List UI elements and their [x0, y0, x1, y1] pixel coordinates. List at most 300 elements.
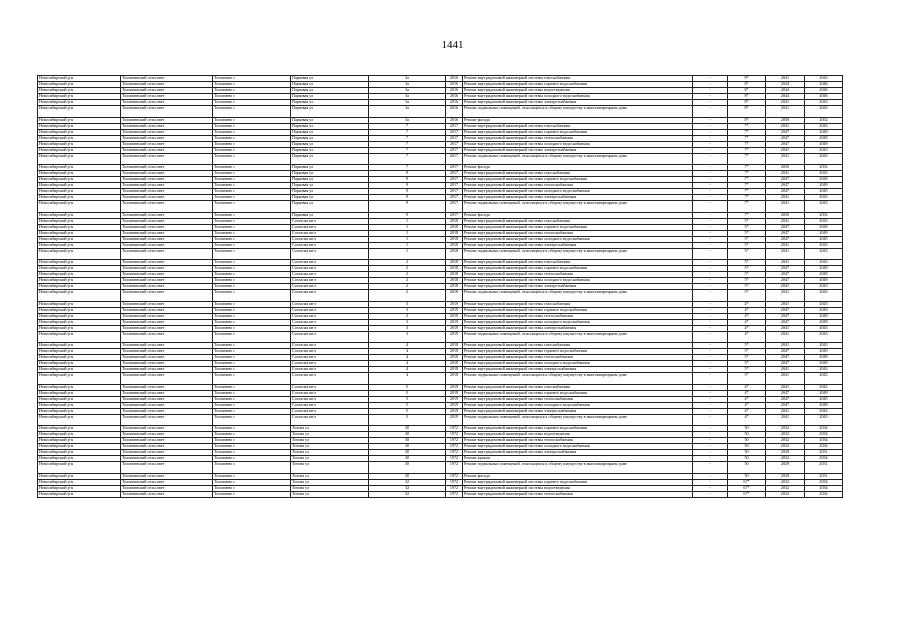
locality-cell: Толмачево с: [213, 212, 291, 218]
wear-cell: 8*: [728, 94, 766, 100]
end-year-cell: 2049: [805, 307, 843, 313]
district-cell: Новосибирский р-н: [38, 195, 121, 201]
street-cell: Согласия кв-л: [291, 402, 369, 408]
year-built-cell: 2016: [446, 100, 463, 106]
table-row: [38, 106, 843, 118]
dash-cell: -: [693, 153, 728, 165]
year-built-cell: 2016: [446, 76, 463, 82]
locality-cell: Толмачево с: [213, 485, 291, 491]
start-year-cell: 2050: [766, 165, 805, 171]
wear-cell: 4*: [728, 384, 766, 390]
work-type-cell: Ремонт подвальных помещений, относящихся к общему имуществу в многоквартирном доме: [463, 106, 693, 118]
street-cell: Согласия кв-л: [291, 408, 369, 414]
street-cell: Титова ул: [291, 462, 369, 474]
street-cell: Парковая ул: [291, 106, 369, 118]
year-built-cell: 2018: [446, 230, 463, 236]
house-cell: 4: [369, 343, 446, 349]
start-year-cell: 2041: [766, 408, 805, 414]
start-year-cell: 2041: [766, 290, 805, 302]
year-built-cell: 1972: [446, 485, 463, 491]
council-cell: Толмачевский сельсовет: [121, 402, 213, 408]
work-type-cell: Ремонт внутридомовой инженерной системы горячего водоснабжения: [463, 307, 693, 313]
start-year-cell: 2047: [766, 396, 805, 402]
end-year-cell: 2046: [805, 88, 843, 94]
year-built-cell: 2018: [446, 349, 463, 355]
district-cell: Новосибирский р-н: [38, 343, 121, 349]
district-cell: Новосибирский р-н: [38, 384, 121, 390]
locality-cell: Толмачево с: [213, 373, 291, 385]
locality-cell: Толмачево с: [213, 260, 291, 266]
dash-cell: -: [693, 76, 728, 82]
council-cell: Толмачевский сельсовет: [121, 272, 213, 278]
dash-cell: -: [693, 147, 728, 153]
dash-cell: -: [693, 313, 728, 319]
wear-cell: 7*: [728, 147, 766, 153]
house-cell: 7: [369, 147, 446, 153]
locality-cell: Толмачево с: [213, 450, 291, 456]
district-cell: Новосибирский р-н: [38, 212, 121, 218]
council-cell: Толмачевский сельсовет: [121, 343, 213, 349]
year-built-cell: 1972: [446, 462, 463, 474]
work-type-cell: Ремонт подвальных помещений, относящихся к общему имуществу в многоквартирном доме: [463, 248, 693, 260]
work-type-cell: Ремонт внутридомовой инженерной системы холодного водоснабжения: [463, 444, 693, 450]
year-built-cell: 2018: [446, 373, 463, 385]
start-year-cell: 2041: [766, 331, 805, 343]
street-cell: Парковая ул: [291, 147, 369, 153]
work-type-cell: Ремонт внутридомовой инженерной системы холодного водоснабжения: [463, 94, 693, 100]
dash-cell: -: [693, 201, 728, 213]
end-year-cell: 2049: [805, 266, 843, 272]
year-built-cell: 2018: [446, 284, 463, 290]
start-year-cell: 2047: [766, 183, 805, 189]
house-cell: 3а: [369, 117, 446, 123]
work-type-cell: Ремонт внутридомовой инженерной системы горячего водоснабжения: [463, 349, 693, 355]
work-type-cell: Ремонт внутридомовой инженерной системы газоснабжения: [463, 76, 693, 82]
locality-cell: Толмачево с: [213, 396, 291, 402]
end-year-cell: 2049: [805, 396, 843, 402]
year-built-cell: 1972: [446, 450, 463, 456]
locality-cell: Толмачево с: [213, 106, 291, 118]
locality-cell: Толмачево с: [213, 201, 291, 213]
council-cell: Толмачевский сельсовет: [121, 367, 213, 373]
work-type-cell: Ремонт внутридомовой инженерной системы электроснабжения: [463, 284, 693, 290]
wear-cell: 4*: [728, 325, 766, 331]
dash-cell: -: [693, 284, 728, 290]
house-cell: 9: [369, 195, 446, 201]
street-cell: Титова ул: [291, 479, 369, 485]
year-built-cell: 2019: [446, 402, 463, 408]
council-cell: Толмачевский сельсовет: [121, 266, 213, 272]
locality-cell: Толмачево с: [213, 307, 291, 313]
year-built-cell: 2018: [446, 218, 463, 224]
district-cell: Новосибирский р-н: [38, 183, 121, 189]
district-cell: Новосибирский р-н: [38, 236, 121, 242]
year-built-cell: 2019: [446, 408, 463, 414]
work-type-cell: Ремонт подвальных помещений, относящихся к общему имуществу в многоквартирном доме: [463, 153, 693, 165]
work-type-cell: Ремонт внутридомовой инженерной системы холодного водоснабжения: [463, 361, 693, 367]
street-cell: Согласия кв-л: [291, 373, 369, 385]
street-cell: Парковая ул: [291, 141, 369, 147]
house-cell: 1: [369, 230, 446, 236]
start-year-cell: 2032: [766, 426, 805, 432]
start-year-cell: 2041: [766, 373, 805, 385]
work-type-cell: Ремонт внутридомовой инженерной системы теплоснабжения: [463, 491, 693, 497]
end-year-cell: 2049: [805, 177, 843, 183]
house-cell: 7: [369, 135, 446, 141]
work-type-cell: Ремонт внутридомовой инженерной системы электроснабжения: [463, 147, 693, 153]
street-cell: Согласия кв-л: [291, 278, 369, 284]
end-year-cell: 2043: [805, 284, 843, 290]
start-year-cell: 2032: [766, 456, 805, 462]
end-year-cell: 2049: [805, 349, 843, 355]
district-cell: Новосибирский р-н: [38, 444, 121, 450]
end-year-cell: 2049: [805, 141, 843, 147]
work-type-cell: Ремонт внутридомовой инженерной системы газоснабжения: [463, 384, 693, 390]
start-year-cell: 2047: [766, 141, 805, 147]
work-type-cell: Ремонт внутридомовой инженерной системы горячего водоснабжения: [463, 479, 693, 485]
street-cell: Согласия кв-л: [291, 260, 369, 266]
end-year-cell: 2034: [805, 426, 843, 432]
council-cell: Толмачевский сельсовет: [121, 242, 213, 248]
start-year-cell: 2047: [766, 230, 805, 236]
district-cell: Новосибирский р-н: [38, 88, 121, 94]
work-type-cell: Ремонт внутридомовой инженерной системы газоснабжения: [463, 343, 693, 349]
locality-cell: Толмачево с: [213, 426, 291, 432]
district-cell: Новосибирский р-н: [38, 355, 121, 361]
start-year-cell: 2047: [766, 361, 805, 367]
work-type-cell: Ремонт внутридомовой инженерной системы электроснабжения: [463, 408, 693, 414]
council-cell: Толмачевский сельсовет: [121, 396, 213, 402]
council-cell: Толмачевский сельсовет: [121, 491, 213, 497]
end-year-cell: 2052: [805, 117, 843, 123]
district-cell: Новосибирский р-н: [38, 260, 121, 266]
year-built-cell: 2016: [446, 82, 463, 88]
street-cell: Парковая ул: [291, 177, 369, 183]
end-year-cell: 2049: [805, 230, 843, 236]
work-type-cell: Ремонт внутридомовой инженерной системы водоотведения: [463, 432, 693, 438]
house-cell: 3: [369, 301, 446, 307]
council-cell: Толмачевский сельсовет: [121, 129, 213, 135]
work-type-cell: Ремонт внутридомовой инженерной системы горячего водоснабжения: [463, 82, 693, 88]
dash-cell: -: [693, 373, 728, 385]
district-cell: Новосибирский р-н: [38, 396, 121, 402]
locality-cell: Толмачево с: [213, 402, 291, 408]
council-cell: Толмачевский сельсовет: [121, 438, 213, 444]
council-cell: Толмачевский сельсовет: [121, 165, 213, 171]
dash-cell: -: [693, 444, 728, 450]
work-type-cell: Ремонт внутридомовой инженерной системы теплоснабжения: [463, 230, 693, 236]
start-year-cell: 2041: [766, 201, 805, 213]
council-cell: Толмачевский сельсовет: [121, 485, 213, 491]
street-cell: Согласия кв-л: [291, 290, 369, 302]
work-type-cell: Ремонт внутридомовой инженерной системы горячего водоснабжения: [463, 224, 693, 230]
year-built-cell: 2018: [446, 290, 463, 302]
work-type-cell: Ремонт подвальных помещений, относящихся к общему имуществу в многоквартирном доме: [463, 462, 693, 474]
dash-cell: -: [693, 390, 728, 396]
year-built-cell: 2016: [446, 106, 463, 118]
locality-cell: Толмачево с: [213, 248, 291, 260]
dash-cell: -: [693, 212, 728, 218]
locality-cell: Толмачево с: [213, 384, 291, 390]
start-year-cell: 2029: [766, 462, 805, 474]
year-built-cell: 2019: [446, 319, 463, 325]
table-row: [38, 373, 843, 385]
council-cell: Толмачевский сельсовет: [121, 88, 213, 94]
wear-cell: 50: [728, 450, 766, 456]
dash-cell: -: [693, 432, 728, 438]
house-cell: 3: [369, 319, 446, 325]
work-type-cell: Ремонт фасада: [463, 117, 693, 123]
house-cell: 3а: [369, 94, 446, 100]
work-type-cell: Ремонт подвальных помещений, относящихся к общему имуществу в многоквартирном доме: [463, 373, 693, 385]
dash-cell: -: [693, 307, 728, 313]
house-cell: 5: [369, 390, 446, 396]
council-cell: Толмачевский сельсовет: [121, 462, 213, 474]
end-year-cell: 2049: [805, 355, 843, 361]
wear-cell: 4*: [728, 402, 766, 408]
dash-cell: -: [693, 402, 728, 408]
end-year-cell: 2034: [805, 479, 843, 485]
dash-cell: -: [693, 319, 728, 325]
locality-cell: Толмачево с: [213, 367, 291, 373]
street-cell: Согласия кв-л: [291, 414, 369, 426]
work-type-cell: Ремонт крыши: [463, 456, 693, 462]
year-built-cell: 2018: [446, 361, 463, 367]
council-cell: Толмачевский сельсовет: [121, 444, 213, 450]
district-cell: Новосибирский р-н: [38, 272, 121, 278]
council-cell: Толмачевский сельсовет: [121, 201, 213, 213]
council-cell: Толмачевский сельсовет: [121, 141, 213, 147]
end-year-cell: 2046: [805, 94, 843, 100]
year-built-cell: 2017: [446, 212, 463, 218]
wear-cell: 5*: [728, 248, 766, 260]
work-type-cell: Ремонт фасада: [463, 212, 693, 218]
street-cell: Согласия кв-л: [291, 236, 369, 242]
house-cell: 30: [369, 473, 446, 479]
locality-cell: Толмачево с: [213, 218, 291, 224]
dash-cell: -: [693, 224, 728, 230]
start-year-cell: 2047: [766, 313, 805, 319]
dash-cell: -: [693, 266, 728, 272]
end-year-cell: 2043: [805, 260, 843, 266]
street-cell: Согласия кв-л: [291, 301, 369, 307]
house-cell: 7: [369, 141, 446, 147]
wear-cell: 5*: [728, 290, 766, 302]
house-cell: 9: [369, 212, 446, 218]
council-cell: Толмачевский сельсовет: [121, 390, 213, 396]
locality-cell: Толмачево с: [213, 135, 291, 141]
dash-cell: -: [693, 414, 728, 426]
street-cell: Согласия кв-л: [291, 319, 369, 325]
council-cell: Толмачевский сельсовет: [121, 361, 213, 367]
council-cell: Толмачевский сельсовет: [121, 307, 213, 313]
house-cell: 30: [369, 456, 446, 462]
street-cell: Парковая ул: [291, 171, 369, 177]
dash-cell: -: [693, 171, 728, 177]
street-cell: Согласия кв-л: [291, 266, 369, 272]
council-cell: Толмачевский сельсовет: [121, 236, 213, 242]
house-cell: 9: [369, 177, 446, 183]
year-built-cell: 2017: [446, 201, 463, 213]
wear-cell: 50: [728, 426, 766, 432]
start-year-cell: 2047: [766, 349, 805, 355]
street-cell: Титова ул: [291, 444, 369, 450]
locality-cell: Толмачево с: [213, 141, 291, 147]
dash-cell: -: [693, 325, 728, 331]
year-built-cell: 2019: [446, 384, 463, 390]
wear-cell: 8*: [728, 106, 766, 118]
district-cell: Новосибирский р-н: [38, 117, 121, 123]
dash-cell: -: [693, 260, 728, 266]
dash-cell: -: [693, 218, 728, 224]
wear-cell: 7*: [728, 123, 766, 129]
end-year-cell: 2043: [805, 343, 843, 349]
council-cell: Толмачевский сельсовет: [121, 479, 213, 485]
end-year-cell: 2043: [805, 153, 843, 165]
district-cell: Новосибирский р-н: [38, 402, 121, 408]
house-cell: 30: [369, 426, 446, 432]
house-cell: 2: [369, 266, 446, 272]
locality-cell: Толмачево с: [213, 349, 291, 355]
wear-cell: 5*: [728, 242, 766, 248]
wear-cell: 5*: [728, 224, 766, 230]
street-cell: Титова ул: [291, 432, 369, 438]
street-cell: Парковая ул: [291, 129, 369, 135]
end-year-cell: 2043: [805, 408, 843, 414]
start-year-cell: 2047: [766, 189, 805, 195]
year-built-cell: 2018: [446, 242, 463, 248]
work-type-cell: Ремонт внутридомовой инженерной системы газоснабжения: [463, 171, 693, 177]
district-cell: Новосибирский р-н: [38, 313, 121, 319]
district-cell: Новосибирский р-н: [38, 390, 121, 396]
work-type-cell: Ремонт фасада: [463, 165, 693, 171]
end-year-cell: 2043: [805, 147, 843, 153]
wear-cell: 7*: [728, 212, 766, 218]
street-cell: Парковая ул: [291, 183, 369, 189]
year-built-cell: 1972: [446, 432, 463, 438]
start-year-cell: 2041: [766, 147, 805, 153]
council-cell: Толмачевский сельсовет: [121, 384, 213, 390]
wear-cell: 5*: [728, 218, 766, 224]
district-cell: Новосибирский р-н: [38, 242, 121, 248]
start-year-cell: 2041: [766, 284, 805, 290]
locality-cell: Толмачево с: [213, 129, 291, 135]
work-type-cell: Ремонт внутридомовой инженерной системы холодного водоснабжения: [463, 141, 693, 147]
year-built-cell: 2018: [446, 278, 463, 284]
work-type-cell: Ремонт внутридомовой инженерной системы водоотведения: [463, 88, 693, 94]
locality-cell: Толмачево с: [213, 343, 291, 349]
locality-cell: Толмачево с: [213, 301, 291, 307]
start-year-cell: 2047: [766, 278, 805, 284]
wear-cell: 7*: [728, 171, 766, 177]
end-year-cell: 2043: [805, 301, 843, 307]
council-cell: Толмачевский сельсовет: [121, 224, 213, 230]
dash-cell: -: [693, 349, 728, 355]
wear-cell: 7*: [728, 135, 766, 141]
street-cell: Согласия кв-л: [291, 307, 369, 313]
wear-cell: 8*: [728, 82, 766, 88]
dash-cell: -: [693, 242, 728, 248]
year-built-cell: 2019: [446, 313, 463, 319]
street-cell: Парковая ул: [291, 76, 369, 82]
district-cell: Новосибирский р-н: [38, 171, 121, 177]
work-type-cell: Ремонт внутридомовой инженерной системы теплоснабжения: [463, 135, 693, 141]
work-type-cell: Ремонт внутридомовой инженерной системы водоотведения: [463, 485, 693, 491]
dash-cell: -: [693, 331, 728, 343]
street-cell: Титова ул: [291, 485, 369, 491]
wear-cell: 5*: [728, 236, 766, 242]
council-cell: Толмачевский сельсовет: [121, 94, 213, 100]
dash-cell: -: [693, 450, 728, 456]
council-cell: Толмачевский сельсовет: [121, 260, 213, 266]
start-year-cell: 2041: [766, 242, 805, 248]
end-year-cell: 2049: [805, 390, 843, 396]
district-cell: Новосибирский р-н: [38, 165, 121, 171]
end-year-cell: 2049: [805, 129, 843, 135]
start-year-cell: 2047: [766, 266, 805, 272]
street-cell: Парковая ул: [291, 117, 369, 123]
wear-cell: 4*: [728, 396, 766, 402]
street-cell: Согласия кв-л: [291, 331, 369, 343]
district-cell: Новосибирский р-н: [38, 147, 121, 153]
street-cell: Согласия кв-л: [291, 390, 369, 396]
work-type-cell: Ремонт внутридомовой инженерной системы электроснабжения: [463, 367, 693, 373]
locality-cell: Толмачево с: [213, 76, 291, 82]
end-year-cell: 2043: [805, 325, 843, 331]
district-cell: Новосибирский р-н: [38, 325, 121, 331]
start-year-cell: 2047: [766, 319, 805, 325]
end-year-cell: 2049: [805, 183, 843, 189]
locality-cell: Толмачево с: [213, 183, 291, 189]
district-cell: Новосибирский р-н: [38, 473, 121, 479]
locality-cell: Толмачево с: [213, 444, 291, 450]
street-cell: Согласия кв-л: [291, 343, 369, 349]
start-year-cell: 2032: [766, 438, 805, 444]
street-cell: Парковая ул: [291, 189, 369, 195]
work-type-cell: Ремонт внутридомовой инженерной системы электроснабжения: [463, 325, 693, 331]
house-cell: 1: [369, 242, 446, 248]
dash-cell: -: [693, 473, 728, 479]
district-cell: Новосибирский р-н: [38, 290, 121, 302]
district-cell: Новосибирский р-н: [38, 135, 121, 141]
locality-cell: Толмачево с: [213, 325, 291, 331]
street-cell: Парковая ул: [291, 82, 369, 88]
house-cell: 3а: [369, 82, 446, 88]
wear-cell: 7*: [728, 165, 766, 171]
end-year-cell: 2049: [805, 313, 843, 319]
district-cell: Новосибирский р-н: [38, 76, 121, 82]
work-type-cell: Ремонт внутридомовой инженерной системы холодного водоснабжения: [463, 189, 693, 195]
district-cell: Новосибирский р-н: [38, 82, 121, 88]
district-cell: Новосибирский р-н: [38, 331, 121, 343]
year-built-cell: 2018: [446, 260, 463, 266]
start-year-cell: 2032: [766, 479, 805, 485]
locality-cell: Толмачево с: [213, 491, 291, 497]
work-type-cell: Ремонт внутридомовой инженерной системы горячего водоснабжения: [463, 426, 693, 432]
council-cell: Толмачевский сельсовет: [121, 123, 213, 129]
wear-cell: 50: [728, 462, 766, 474]
start-year-cell: 2047: [766, 177, 805, 183]
work-type-cell: Ремонт внутридомовой инженерной системы газоснабжения: [463, 218, 693, 224]
street-cell: Титова ул: [291, 426, 369, 432]
start-year-cell: 2047: [766, 224, 805, 230]
end-year-cell: 2043: [805, 195, 843, 201]
start-year-cell: 2029: [766, 473, 805, 479]
end-year-cell: 2046: [805, 82, 843, 88]
house-cell: 4: [369, 367, 446, 373]
end-year-cell: 2049: [805, 236, 843, 242]
end-year-cell: 2043: [805, 414, 843, 426]
